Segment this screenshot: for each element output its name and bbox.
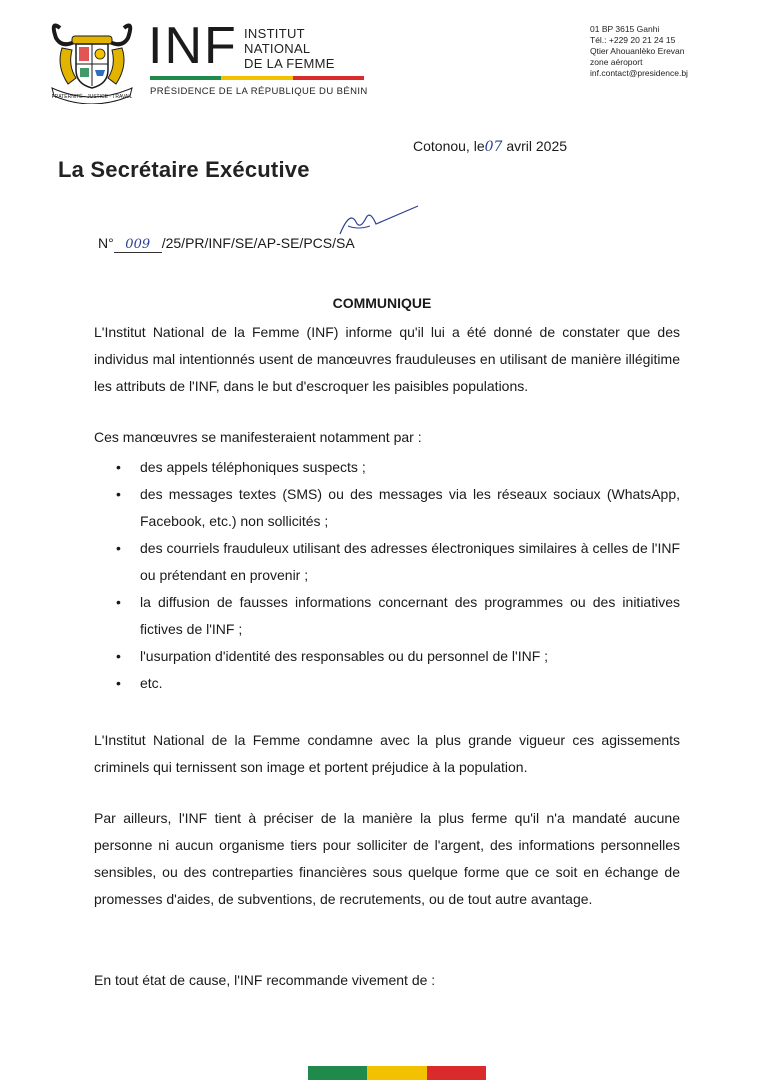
coat-of-arms-icon (46, 18, 138, 104)
footer-stripe-red (427, 1066, 486, 1080)
brand-line-1: INSTITUT (244, 26, 305, 41)
brand-name (244, 26, 335, 71)
flag-color-bar (150, 76, 364, 80)
footer-stripe-green (308, 1066, 367, 1080)
paragraph-intro: L'Institut National de la Femme (INF) informe qu'il lui a été donné de constater que des individus mal intentionnés usent de manœuvres frauduleuses en utilisant de manière illégitime les attributs de l'INF, dans le but d'escroquer les paisibles populations. (94, 324, 680, 394)
reference-prefix: N° (98, 235, 114, 251)
paragraph-clarification: Par ailleurs, l'INF tient à préciser de la manière la plus ferme qu'il n'a mandaté aucune personne ni aucun organisme tiers pour solliciter de l'argent, des informations personnelles sensibles, ou des contreparties financières sous quelque forme que ce soit en échange de promesses d'aides, de subventions, de recrutements, ou de tout autre avantage. (94, 810, 680, 907)
footer-stripe-yellow (367, 1066, 426, 1080)
communique-title: COMMUNIQUE (332, 295, 432, 311)
reference-number (98, 235, 355, 253)
contact-email: inf.contact@presidence.bj (590, 68, 688, 78)
presidency-line: PRÉSIDENCE DE LA RÉPUBLIQUE DU BÉNIN (150, 86, 368, 97)
dateline-day: 07 (484, 139, 503, 155)
contact-phone: Tél.: +229 20 21 24 15 (590, 35, 676, 45)
brand-line-3: DE LA FEMME (244, 56, 335, 71)
list-item: • des appels téléphoniques suspects ; (94, 454, 680, 481)
contact-block (590, 24, 688, 79)
dateline-prefix: Cotonou, le (413, 138, 485, 154)
dateline-rest: avril 2025 (506, 138, 568, 154)
initials-signature-icon (330, 200, 420, 240)
list-item: • etc. (94, 670, 680, 697)
paragraph-recommendation: En tout état de cause, l'INF recommande vivement de : (94, 972, 436, 988)
brand-abbreviation: INF (148, 17, 238, 75)
contact-quarter: Qtier Ahouanlèko Erevan (590, 46, 685, 56)
paragraph-manoeuvres: Ces manœuvres se manifesteraient notamment par : (94, 429, 422, 445)
list-item: • des messages textes (SMS) ou des messages via les réseaux sociaux (WhatsApp, Facebook, etc.) non sollicités ; (94, 481, 680, 535)
seal-motto: FRATERNITÉ · JUSTICE · TRAVAIL (51, 94, 133, 100)
list-item: • la diffusion de fausses informations concernant des programmes ou des initiatives fictives de l'INF ; (94, 589, 680, 643)
contact-address: 01 BP 3615 Ganhi (590, 24, 660, 34)
reference-handwritten-number: 009 (114, 237, 162, 253)
flag-stripe-red (293, 76, 364, 80)
list-item: • l'usurpation d'identité des responsables ou du personnel de l'INF ; (94, 643, 680, 670)
contact-zone: zone aéroport (590, 57, 643, 67)
paragraph-condemnation: L'Institut National de la Femme condamne avec la plus grande vigueur ces agissements criminels qui ternissent son image et portent préjudice à la population. (94, 732, 680, 775)
dateline (413, 138, 567, 155)
flag-stripe-yellow (221, 76, 292, 80)
manoeuvres-list (94, 454, 680, 697)
brand-line-2: NATIONAL (244, 41, 311, 56)
footer-color-bar (308, 1066, 486, 1080)
reference-suffix: /25/PR/INF/SE/AP-SE/PCS/SA (161, 235, 355, 251)
list-item: • des courriels frauduleux utilisant des adresses électroniques similaires à celles de l'INF ou prétendant en provenir ; (94, 535, 680, 589)
signatory-title: La Secrétaire Exécutive (58, 157, 310, 182)
flag-stripe-green (150, 76, 221, 80)
